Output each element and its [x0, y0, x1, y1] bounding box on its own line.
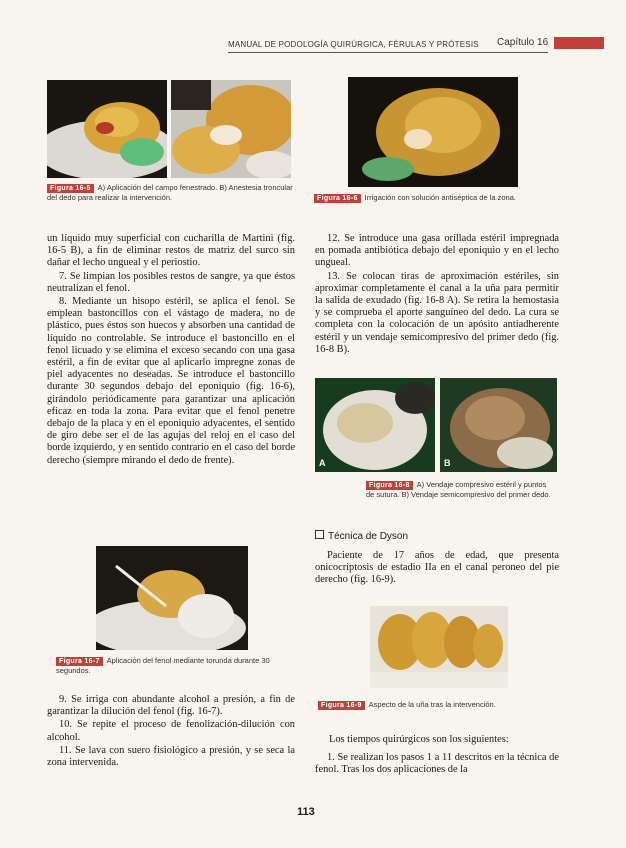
- figure-16-7-caption-text: Aplicación del fenol mediante torunda durante 30 segundos.: [56, 656, 270, 675]
- figure-16-6-label: Figura 16-6: [314, 194, 361, 203]
- figure-16-8a-letter: A: [319, 458, 326, 468]
- figure-16-7-photo: [96, 546, 248, 650]
- figure-16-8-caption-text: A) Vendaje compresivo estéril y puntos de sutura. B) Vendaje semicompresivo del primer dedo.: [366, 480, 551, 499]
- running-title: MANUAL DE PODOLOGÍA QUIRÚRGICA, FÉRULAS Y PRÓTESIS: [228, 40, 479, 49]
- figure-16-5-caption: [47, 183, 295, 202]
- case-paragraph-block: [315, 550, 559, 588]
- case-section-title: [315, 530, 408, 542]
- paragraph-step-8: 8. Mediante un hisopo estéril, se aplica el fenol. Se emplean bastoncillos con el vástago de madera, no de plástico, pues éstos son huecos y absorben una cantidad de líquido no controlable. Se introduce el bastoncillo en el fenol licuado y se elimina el exceso secando con una gasa estéril, a fin de evitar que al aplicarlo impregne zonas de piel adyacentes no deseadas. Se introduce el bastoncillo durante 30 segundos debajo del eponiquio (fig. 16-6), girándolo periódicamente para garantizar una aplicación eficaz en toda la zona. Para evitar que el fenol penetre debajo de la placa y en el eponiquio adyacentes, el sentido de giro debe ser el de las agujas del reloj en el caso del borde izquierdo, y en sentido contrario en el caso del borde derecho (siempre mirando el dedo de frente).: [47, 296, 295, 466]
- figure-16-8a-photo: [315, 378, 435, 472]
- right-column-steps: [315, 734, 559, 778]
- figure-16-9-caption: [318, 700, 558, 710]
- right-column-text: [315, 233, 559, 357]
- paragraph-step-11: 11. Se lava con suero fisiológico a presión, y se seca la zona intervenida.: [47, 744, 295, 769]
- case-title-text: Técnica de Dyson: [328, 531, 409, 542]
- chapter-tab: [554, 37, 604, 49]
- header-rule: [228, 52, 548, 53]
- paragraph-case-step-1: 1. Se realizan los pasos 1 a 11 descritos en la técnica de fenol. Tras los dos aplicaciones de la: [315, 752, 559, 776]
- case-paragraph: Paciente de 17 años de edad, que presenta onicocriptosis de estadio IIa en el canal peroneo del pie derecho (fig. 16-9).: [315, 550, 559, 586]
- figure-16-5a-photo: [47, 80, 167, 178]
- paragraph-intro: un líquido muy superficial con cucharilla de Martini (fig. 16-5 B), a fin de eliminar restos de matriz del surco sin dañar el lecho ungueal y el periostio.: [47, 233, 295, 269]
- paragraph-step-10: 10. Se repite el proceso de fenolización-dilución con alcohol.: [47, 719, 295, 743]
- left-column-steps: [47, 694, 295, 770]
- section-box-icon: [315, 530, 324, 539]
- figure-16-9-caption-text: Aspecto de la uña tras la intervención.: [368, 700, 496, 709]
- figure-16-9-photo: [370, 606, 508, 688]
- figure-16-8b-letter: B: [444, 458, 451, 468]
- figure-16-5b-photo: [171, 80, 291, 178]
- figure-16-9-label: Figura 16-9: [318, 701, 365, 710]
- figure-16-6-photo: [348, 77, 518, 187]
- figure-16-6-caption-text: Irrigación con solución antiséptica de la zona.: [364, 193, 516, 202]
- figure-16-5-caption-text: A) Aplicación del campo fenestrado. B) Anestesia troncular del dedo para realizar la intervención.: [47, 183, 293, 202]
- figure-16-5-label: Figura 16-5: [47, 184, 94, 193]
- figure-16-8-label: Figura 16-8: [366, 481, 413, 490]
- page-number: 113: [297, 806, 315, 818]
- figure-16-6-caption: [314, 193, 554, 203]
- left-column-text: [47, 233, 295, 468]
- figure-16-8-caption: [366, 480, 556, 499]
- paragraph-step-12: 12. Se introduce una gasa orillada estéril impregnada en pomada antibiótica debajo del eponiquio y en el lecho ungueal.: [315, 233, 559, 269]
- figure-16-7-caption: [56, 656, 296, 675]
- steps-intro: Los tiempos quirúrgicos son los siguientes:: [329, 734, 509, 745]
- paragraph-step-13: 13. Se colocan tiras de aproximación estériles, sin aproximar completamente el canal a la uña para permitir la salida de exudado (fig. 16-8 A). Se retira la hemostasia y se comprueba el aporte sanguíneo del dedo. La cura se completa con la colocación de un apósito antiadherente estéril y un vendaje semicompresivo del primer dedo (fig. 16-8 B).: [315, 270, 559, 355]
- figure-16-7-label: Figura 16-7: [56, 657, 103, 666]
- figure-16-8b-photo: [440, 378, 557, 472]
- chapter-label: Capítulo 16: [497, 37, 549, 48]
- paragraph-step-7: 7. Se limpian los posibles restos de sangre, ya que éstos neutralizan el fenol.: [47, 270, 295, 294]
- paragraph-step-9: 9. Se irriga con abundante alcohol a presión, a fin de garantizar la dilución del fenol (fig. 16-7).: [47, 694, 295, 718]
